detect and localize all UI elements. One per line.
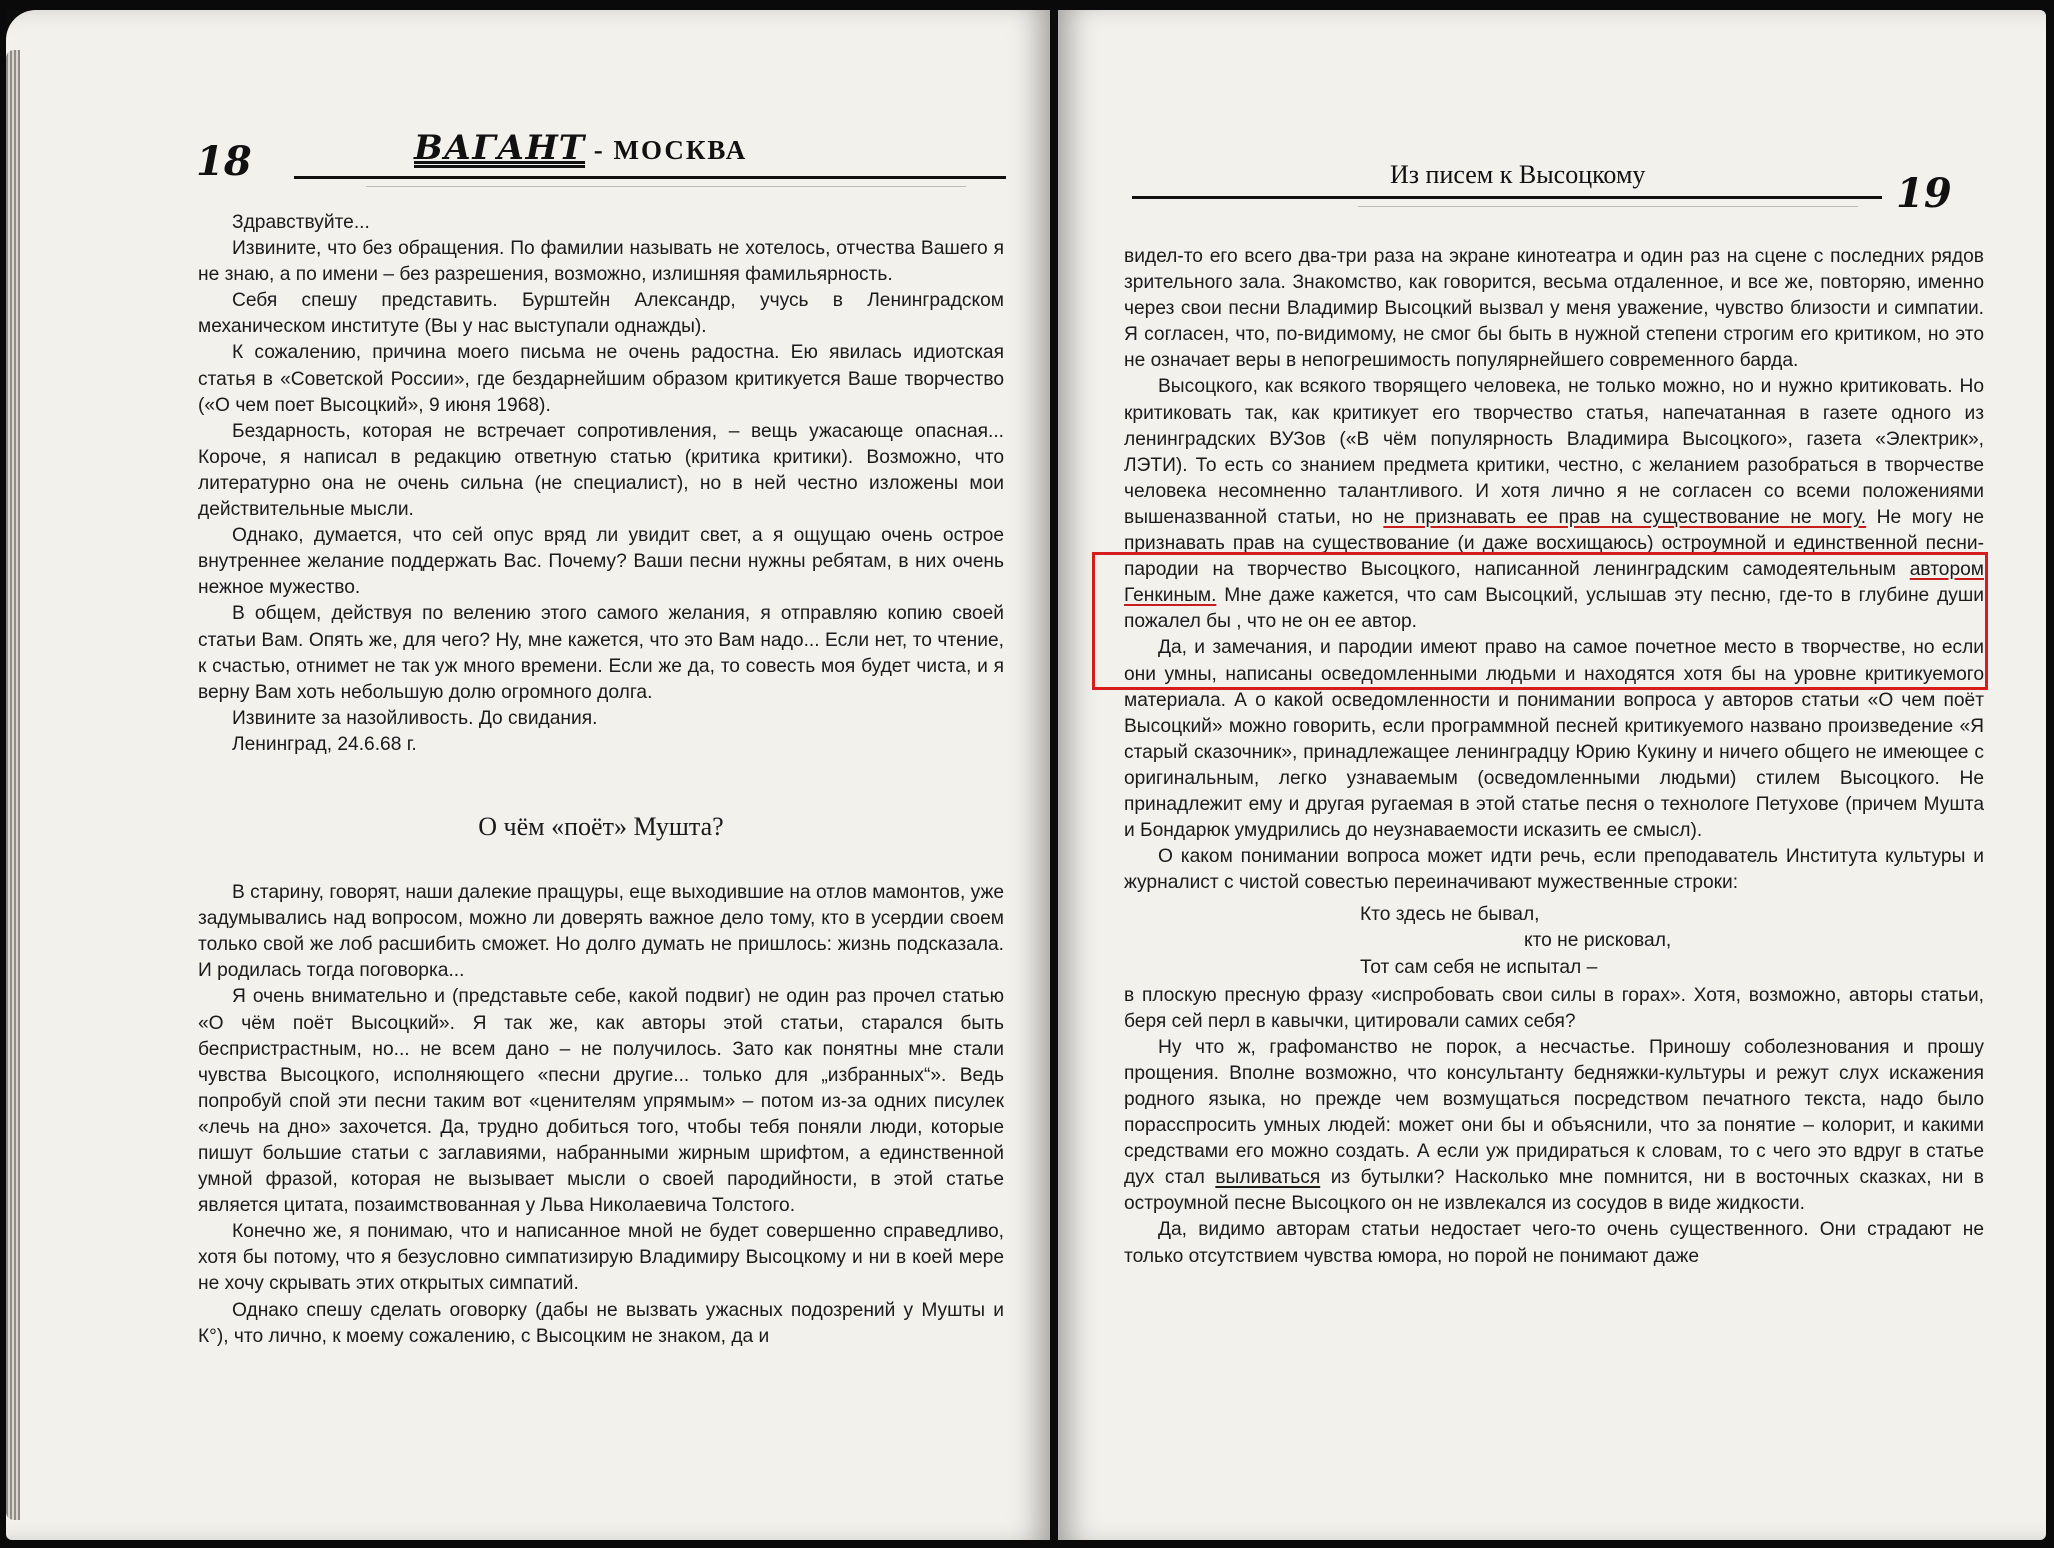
letter-paragraph: Бездарность, которая не встречает сопротивления, – вещь ужасающе опасная... Короче, я написал в редакцию ответную статью (критика критики). Возможно, что литературно она не очень сильна (не специалист), но в ней честно изложены мои действительные мысли.: [198, 420, 1004, 521]
poem-line: кто не рисковал,: [1524, 930, 1672, 952]
book-spread: [6, 10, 2046, 1540]
article-paragraph: Да, и замечания, и пародии имеют право на самое почетное место в творчестве, но если они умны, написаны осведомленными людьми и находятся хотя бы на уровне критикуемого материала. А о какой осведомленности и понимании вопроса у авторов статьи «О чем поёт Высоцкий» можно говорить, если программной песней критикуемого названо произведение «Я старый сказочник», принадлежащее ленинградцу Юрию Кукину и ничего общего не имеющее с оригинальным, легко узнаваемым (осведомленными людьми) стилем Высоцкого. Не принадлежит ему и другая ругаемая в этой статье песня о технологе Петухове (причем Мушта и Бондарюк умудрились до неузнаваемости исказить ее смысл).: [1124, 637, 1984, 842]
page-number-left: 18: [196, 138, 252, 185]
article-paragraph: видел-то его всего два-три раза на экране кинотеатра и один раз на сцене с последних рядов зрительного зала. Знакомство, как говорится, весьма отдаленное, и все же, повторяю, именно через свои песни Владимир Высоцкий вызвал у меня уважение, чувство близости и симпатии. Я согласен, что, по-видимому, не смог бы быть в нужной степени строгим его критиком, но это не означает веры в непогрешимость популярнейшего современного барда.: [1124, 246, 1984, 372]
letter-signoff: Ленинград, 24.6.68 г.: [232, 733, 417, 755]
header-rule-right: [1132, 196, 1882, 199]
letter-paragraph: Однако, думается, что сей опус вряд ли увидит свет, а я ощущаю очень острое внутреннее желание поддержать Вас. Почему? Ваши песни нужны ребятам, в них очень нежное мужество.: [198, 525, 1004, 599]
article-paragraph: Однако спешу сделать оговорку (дабы не вызвать ужасных подозрений у Мушты и К°), что лично, к моему сожалению, с Высоцким не знаком, да и: [198, 1299, 1004, 1347]
article-paragraph: Конечно же, я понимаю, что и написанное мной не будет совершенно справедливо, хотя бы потому, что я безусловно симпатизирую Владимиру Высоцкому и ни в коей мере не хочу скрывать этих открытых симпатий.: [198, 1221, 1004, 1295]
publisher-logo: ВАГАНТ: [414, 128, 586, 168]
article-paragraph: [1124, 1035, 1984, 1218]
article-paragraph: Да, видимо авторам статьи недостает чего-то очень существенного. Они страдают не только отсутствием чувства юмора, но порой не понимают даже: [1124, 1219, 1984, 1267]
paragraph-text: Ну что ж, графоманство не порок, а несчастье. Приношу соболезнования и прошу прощения. Вполне возможно, что консультанту бедняжки-культуры и режут слух искажения родного языка, но прежде чем возмущаться посредством печатного текста, надо было порасспросить умных людей: может они бы и объяснили, что за понятие – колорит, и какими средствами его можно создать. А если уж придираться к словам, то с чего это вдруг в статье дух стал: [1124, 1036, 1984, 1189]
header-rule-left-ghost: [366, 186, 966, 187]
boxed-text: Мне даже кажется, что сам Высоцкий, услышав эту песню, где-то в глубине души пожалел бы , что не он ее автор.: [1124, 585, 1984, 633]
running-head-city: - МОСКВА: [585, 135, 748, 165]
section-title: О чём «поёт» Мушта?: [478, 811, 724, 841]
letter-paragraph: Себя спешу представить. Бурштейн Александр, учусь в Ленинградском механическом институте (Вы у нас выступали однажды).: [198, 290, 1004, 338]
letter-paragraph: Извините, что без обращения. По фамилии называть не хотелось, отчества Вашего я не знаю, а по имени – без разрешения, возможно, излишняя фамильярность.: [198, 238, 1004, 286]
underlined-word: выливаться: [1215, 1167, 1321, 1189]
letter-paragraph: К сожалению, причина моего письма не очень радостна. Ею явилась идиотская статья в «Советской России», где бездарнейшим образом критикуется Ваше творчество («О чем поет Высоцкий», 9 июня 1968).: [198, 342, 1004, 416]
letter-paragraph: В общем, действуя по велению этого самого желания, я отправляю копию своей статьи Вам. Опять же, для чего? Ну, мне кажется, что это Вам надо... Если нет, то чтение, к счастью, отнимет не так уж много времени. Если же да, то совесть моя будет чиста, и я верну Вам хоть небольшую долю огромного долга.: [198, 603, 1004, 703]
underlined-author-name: автором Генкиным.: [1124, 559, 1984, 607]
running-head-left: [414, 128, 747, 168]
page-number-right: 19: [1896, 170, 1952, 217]
header-rule-left: [294, 176, 1006, 179]
running-head-right: Из писем к Высоцкому: [1390, 160, 1646, 189]
page-edge: [6, 50, 20, 1520]
letter-paragraph: Здравствуйте...: [232, 212, 370, 233]
poem-line: Кто здесь не бывал,: [1360, 904, 1540, 926]
underlined-phrase: не признавать ее прав на существование не могу.: [1383, 506, 1867, 528]
paragraph-text: Высоцкого, как всякого творящего человека, не только можно, но и нужно критиковать. Но критиковать так, как критикует его творчество статья, напечатанная в газете одного из ленинградских ВУЗов («В чём популярность Владимира Высоцкого», газета «Электрик», ЛЭТИ). То есть со знанием предмета критики, честно, с желанием разобраться в творчестве человека несомненно талантливого. И хотя лично я не согласен со всеми положениями вышеназванной статьи, но: [1124, 376, 1984, 528]
article-paragraph: Я очень внимательно и (представьте себе, какой подвиг) не один раз прочел статью «О чём поёт Высоцкий». Я так же, как авторы этой статьи, старался быть беспристрастным, но... не всем дано – не получилось. Зато как понятны мне стали чувства Высоцкого, исполняющего «песни другие... только для „избранных“». Ведь попробуй спой эти песни таким вот «ценителям упрямым» – потом из-за одних писулек «лечь на дно» захочется. Да, трудно добиться того, чтобы тебя поняли люди, которые пишут большие статьи с заглавиями, набранными жирным шрифтом, а единственной умной фразой, которая не вызывает мысли о своей пародийности, в этой статье является цитата, позаимствованная у Льва Николаевича Толстого.: [198, 986, 1004, 1217]
right-page: [1058, 10, 2046, 1540]
right-page-text: [1124, 244, 1984, 1270]
poem-line: Тот сам себя не испытал –: [1360, 956, 1598, 978]
paragraph-text: из бутылки? Насколько мне помнится, ни в восточных сказках, ни в остроумной песне Высоцкого он не извлекался из сосудов в виде жидкости.: [1124, 1167, 1984, 1215]
letter-paragraph: Извините за назойливость. До свидания.: [232, 707, 598, 729]
article-paragraph: В старину, говорят, наши далекие пращуры, еще выходившие на отлов мамонтов, уже задумывались над вопросом, можно ли доверять важное дело тому, кто в усердии своем только свой же лоб расшибить сможет. Но долго думать не пришлось: жизнь подсказала. И родилась тогда поговорка...: [198, 882, 1004, 982]
poem-quote: [1124, 902, 1984, 980]
article-paragraph-highlighted: [1124, 374, 1984, 635]
article-paragraph: в плоскую пресную фразу «испробовать свои силы в горах». Хотя, возможно, авторы статьи, беря сей перл в кавычки, цитировали самих себя?: [1124, 984, 1984, 1032]
header-rule-right-ghost: [1358, 206, 1858, 207]
boxed-text: Не могу не признавать прав на существование (и даже восхищаюсь) остроумной и единственной песни-пародии на творчество Высоцкого, написанной ленинградским самодеятельным: [1124, 506, 1985, 581]
left-page: [6, 10, 1050, 1540]
article-paragraph: О каком понимании вопроса может идти речь, если преподаватель Института культуры и журналист с чистой совестью переиначивают мужественные строки:: [1124, 846, 1984, 894]
left-page-text: [198, 210, 1004, 1350]
